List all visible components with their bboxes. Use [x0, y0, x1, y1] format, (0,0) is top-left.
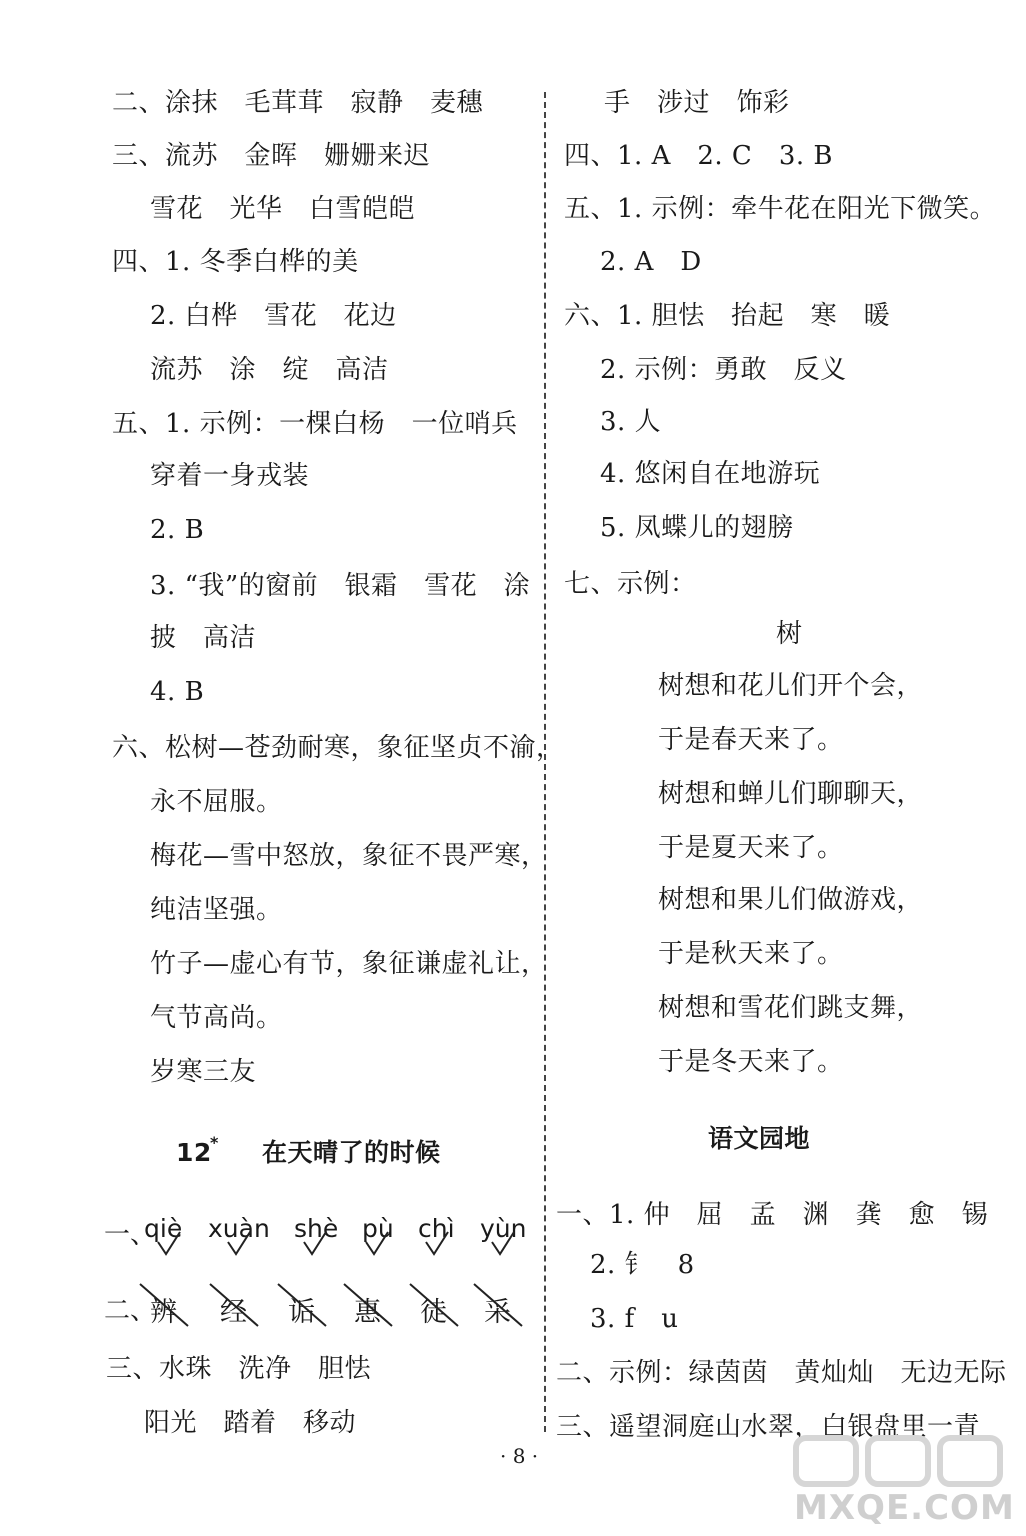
right-line: 5. 凤蝶儿的翅膀 — [600, 513, 794, 543]
poem-title: 树 — [776, 619, 803, 649]
left-line: 流苏 涂 绽 高洁 — [150, 355, 389, 385]
left-line: 披 高洁 — [150, 623, 257, 653]
check-mark-icon — [426, 1232, 448, 1254]
left-line: 4. B — [150, 677, 205, 707]
pinyin-item: pù — [362, 1214, 394, 1243]
poem-line: 树想和蝉儿们聊聊天， — [658, 779, 924, 809]
character-item: 经 — [220, 1297, 247, 1328]
left-line: 纯洁坚强。 — [150, 895, 283, 925]
right-line: 五、1. 示例：牵牛花在阳光下微笑。 — [564, 194, 997, 224]
left-line: 四、1. 冬季白桦的美 — [112, 247, 359, 277]
pinyin-item: shè — [294, 1214, 339, 1243]
left-line: 3. “我”的窗前 银霜 雪花 涂 — [150, 571, 531, 601]
slash-marks — [104, 1290, 544, 1340]
pinyin-item: qiè — [144, 1214, 183, 1243]
right-line: 3. f u — [590, 1304, 679, 1334]
poem-line: 于是夏天来了。 — [658, 833, 844, 863]
right-line: 六、1. 胆怯 抬起 寒 暖 — [564, 301, 891, 331]
question-lead: 一、 — [104, 1220, 157, 1250]
character-item: 惠 — [354, 1297, 381, 1328]
left-line: 2. 白桦 雪花 花边 — [150, 301, 397, 331]
left-line: 永不屈服。 — [150, 787, 283, 817]
left-line: 六、松树—苍劲耐寒，象征坚贞不渝， — [112, 733, 563, 763]
column-divider — [544, 92, 546, 1432]
slash-mark-icon — [474, 1284, 522, 1326]
section-title: 语文园地 — [708, 1124, 811, 1153]
left-line: 三、水珠 洗净 胆怯 — [106, 1354, 372, 1384]
left-line: 五、1. 示例：一棵白杨 一位哨兵 — [112, 409, 518, 439]
poem-line: 于是冬天来了。 — [658, 1047, 844, 1077]
lesson-title: 在天晴了的时候 — [262, 1138, 441, 1167]
right-line: 一、1. 仲 屈 孟 渊 龚 愈 锡 — [556, 1200, 989, 1230]
slash-mark-icon — [140, 1284, 188, 1326]
poem-line: 树想和果儿们做游戏， — [658, 885, 924, 915]
lesson-number: 12 — [176, 1138, 212, 1167]
slash-mark-icon — [410, 1284, 458, 1326]
character-item: 辨 — [150, 1297, 177, 1328]
right-line: 2. A D — [600, 247, 702, 277]
poem-line: 于是春天来了。 — [658, 725, 844, 755]
question-lead: 二、 — [104, 1296, 157, 1326]
right-line: 2. 示例：勇敢 反义 — [600, 355, 847, 385]
right-line: 三、遥望洞庭山水翠，白银盘里一青 — [556, 1412, 981, 1442]
lesson-star: * — [210, 1133, 219, 1152]
left-line: 穿着一身戎装 — [150, 461, 310, 491]
right-line: 2. 钅 8 — [590, 1250, 695, 1280]
slash-mark-icon — [278, 1284, 326, 1326]
left-line: 阳光 踏着 移动 — [144, 1408, 357, 1438]
check-mark-icon — [366, 1232, 388, 1254]
right-line: 3. 人 — [600, 407, 662, 437]
left-line: 岁寒三友 — [150, 1057, 257, 1087]
right-line: 四、1. A 2. C 3. B — [564, 141, 833, 171]
left-line: 气节高尚。 — [150, 1003, 283, 1033]
check-mark-icon — [304, 1232, 326, 1254]
character-item: 诟 — [288, 1297, 315, 1328]
pinyin-item: xuàn — [208, 1214, 270, 1243]
left-line: 2. B — [150, 515, 205, 545]
poem-line: 于是秋天来了。 — [658, 939, 844, 969]
right-line: 七、示例： — [564, 569, 697, 599]
slash-mark-icon — [210, 1284, 258, 1326]
right-line: 4. 悠闲自在地游玩 — [600, 459, 821, 489]
check-mark-icon — [492, 1232, 514, 1254]
page-number: · 8 · — [500, 1444, 539, 1468]
poem-line: 树想和雪花们跳支舞， — [658, 993, 924, 1023]
character-item: 徒 — [420, 1297, 447, 1328]
right-line: 手 涉过 饰彩 — [604, 88, 790, 118]
check-mark-icon — [228, 1232, 250, 1254]
watermark-text: MXQE.COM — [794, 1488, 1015, 1528]
left-line: 竹子—虚心有节，象征谦虚礼让， — [150, 949, 548, 979]
check-marks — [104, 1212, 544, 1262]
left-line: 雪花 光华 白雪皑皑 — [150, 194, 416, 224]
slash-mark-icon — [344, 1284, 392, 1326]
character-item: 采 — [484, 1297, 511, 1328]
left-line: 梅花—雪中怒放，象征不畏严寒， — [150, 841, 548, 871]
check-mark-icon — [158, 1232, 180, 1254]
poem-line: 树想和花儿们开个会， — [658, 671, 924, 701]
left-line: 三、流苏 金晖 姗姗来迟 — [112, 141, 431, 171]
left-line: 二、涂抹 毛茸茸 寂静 麦穗 — [112, 88, 484, 118]
pinyin-item: yùn — [480, 1214, 527, 1243]
pinyin-item: chì — [418, 1214, 455, 1243]
right-line: 二、示例：绿茵茵 黄灿灿 无边无际 — [556, 1358, 1007, 1388]
